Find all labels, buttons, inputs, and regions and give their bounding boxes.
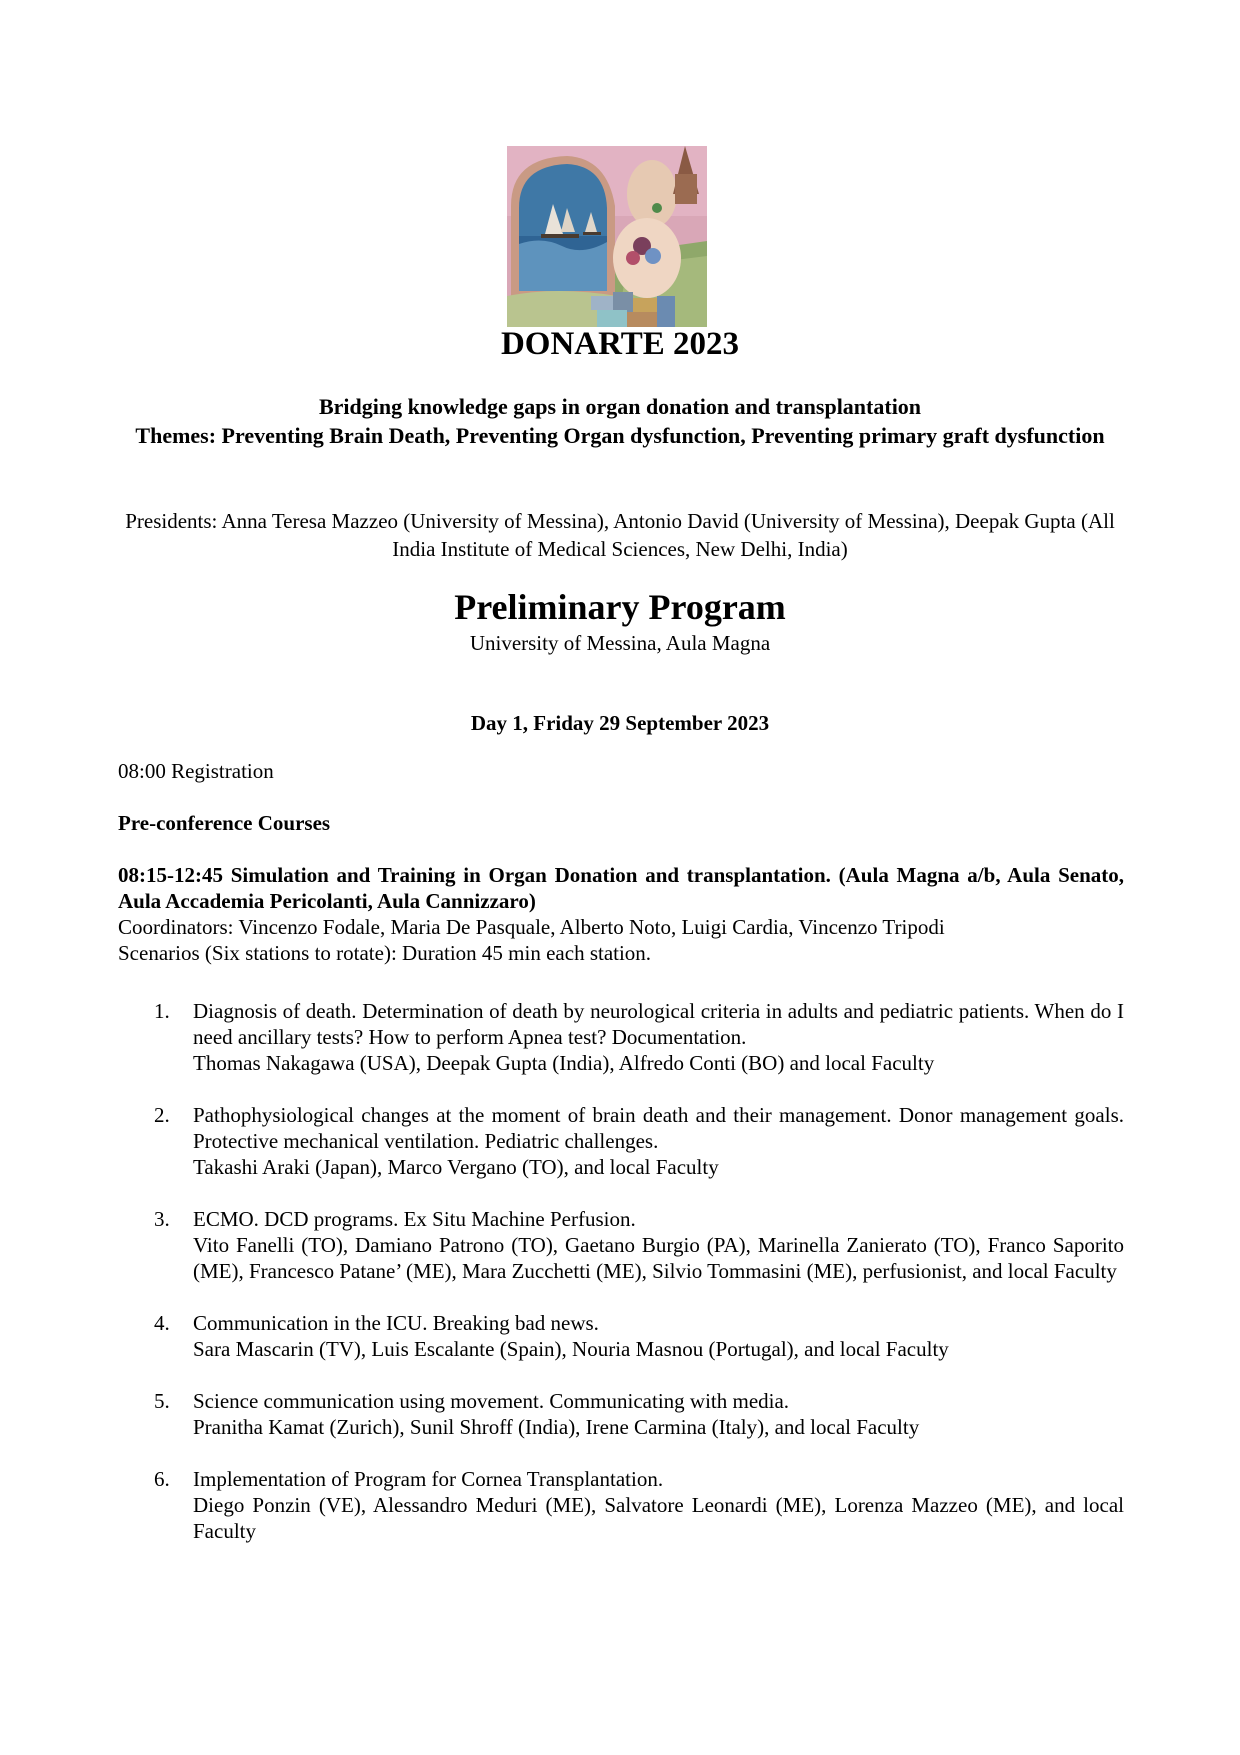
header-painting-image	[507, 146, 707, 327]
stations-list	[118, 998, 1124, 1570]
program-title: Preliminary Program	[454, 587, 786, 627]
station-faculty: Pranitha Kamat (Zurich), Sunil Shroff (India), Irene Carmina (Italy), and local Faculty	[193, 1415, 920, 1439]
venue-text: University of Messina, Aula Magna	[469, 631, 771, 655]
item-number: 4.	[154, 1311, 170, 1335]
event-title: DONARTE 2023	[500, 326, 740, 362]
station-faculty: Thomas Nakagawa (USA), Deepak Gupta (India), Alfredo Conti (BO) and local Faculty	[193, 1051, 935, 1075]
themes-line: Themes: Preventing Brain Death, Preventing Organ dysfunction, Preventing primary graft dysfunction	[135, 423, 1105, 448]
registration-line: 08:00 Registration	[118, 759, 274, 783]
item-number: 5.	[154, 1389, 170, 1413]
station-faculty: Diego Ponzin (VE), Alessandro Meduri (ME), Salvatore Leonardi (ME), Lorenza Mazzeo (ME), and local Faculty	[193, 1493, 1124, 1543]
item-number: 2.	[154, 1103, 170, 1127]
event-subtitle	[120, 392, 1120, 450]
item-number: 3.	[154, 1207, 170, 1231]
section-heading: Pre-conference Courses	[118, 811, 331, 835]
item-number: 6.	[154, 1467, 170, 1491]
station-topic: Science communication using movement. Communicating with media.	[193, 1389, 790, 1413]
station-topic: ECMO. DCD programs. Ex Situ Machine Perfusion.	[193, 1207, 636, 1231]
list-item	[118, 1310, 1124, 1362]
station-faculty: Sara Mascarin (TV), Luis Escalante (Spain), Nouria Masnou (Portugal), and local Faculty	[193, 1337, 949, 1361]
list-item	[118, 1466, 1124, 1544]
course-block	[118, 862, 1124, 966]
station-faculty: Vito Fanelli (TO), Damiano Patrono (TO), Gaetano Burgio (PA), Marinella Zanierato (TO), Franco Saporito (ME), Francesco Patane’ (ME), Mara Zucchetti (ME), Silvio Tommasini (ME), perfusionist, and local Faculty	[193, 1233, 1124, 1283]
item-number: 1.	[154, 999, 170, 1023]
list-item	[118, 1388, 1124, 1440]
list-item	[118, 1206, 1124, 1284]
station-faculty: Takashi Araki (Japan), Marco Vergano (TO), and local Faculty	[193, 1155, 719, 1179]
station-topic: Implementation of Program for Cornea Transplantation.	[193, 1467, 664, 1491]
station-topic: Diagnosis of death. Determination of death by neurological criteria in adults and pediatric patients. When do I need ancillary tests? How to perform Apnea test? Documentation.	[193, 999, 1124, 1049]
presidents-text: Presidents: Anna Teresa Mazzeo (University of Messina), Antonio David (University of Messina), Deepak Gupta (All India Institute of Medical Sciences, New Delhi, India)	[125, 509, 1115, 561]
list-item	[118, 998, 1124, 1076]
station-topic: Communication in the ICU. Breaking bad news.	[193, 1311, 599, 1335]
course-scenarios: Scenarios (Six stations to rotate): Duration 45 min each station.	[118, 941, 652, 965]
day-heading: Day 1, Friday 29 September 2023	[470, 711, 770, 735]
station-topic: Pathophysiological changes at the moment of brain death and their management. Donor management goals. Protective mechanical ventilation. Pediatric challenges.	[193, 1103, 1124, 1153]
course-title: 08:15-12:45 Simulation and Training in Organ Donation and transplantation. (Aula Magna a/b, Aula Senato, Aula Accademia Pericolanti, Aula Cannizzaro)	[118, 863, 1124, 913]
course-coordinators: Coordinators: Vincenzo Fodale, Maria De Pasquale, Alberto Noto, Luigi Cardia, Vincenzo Tripodi	[118, 915, 945, 939]
list-item	[118, 1102, 1124, 1180]
subtitle-line: Bridging knowledge gaps in organ donation and transplantation	[318, 394, 922, 419]
